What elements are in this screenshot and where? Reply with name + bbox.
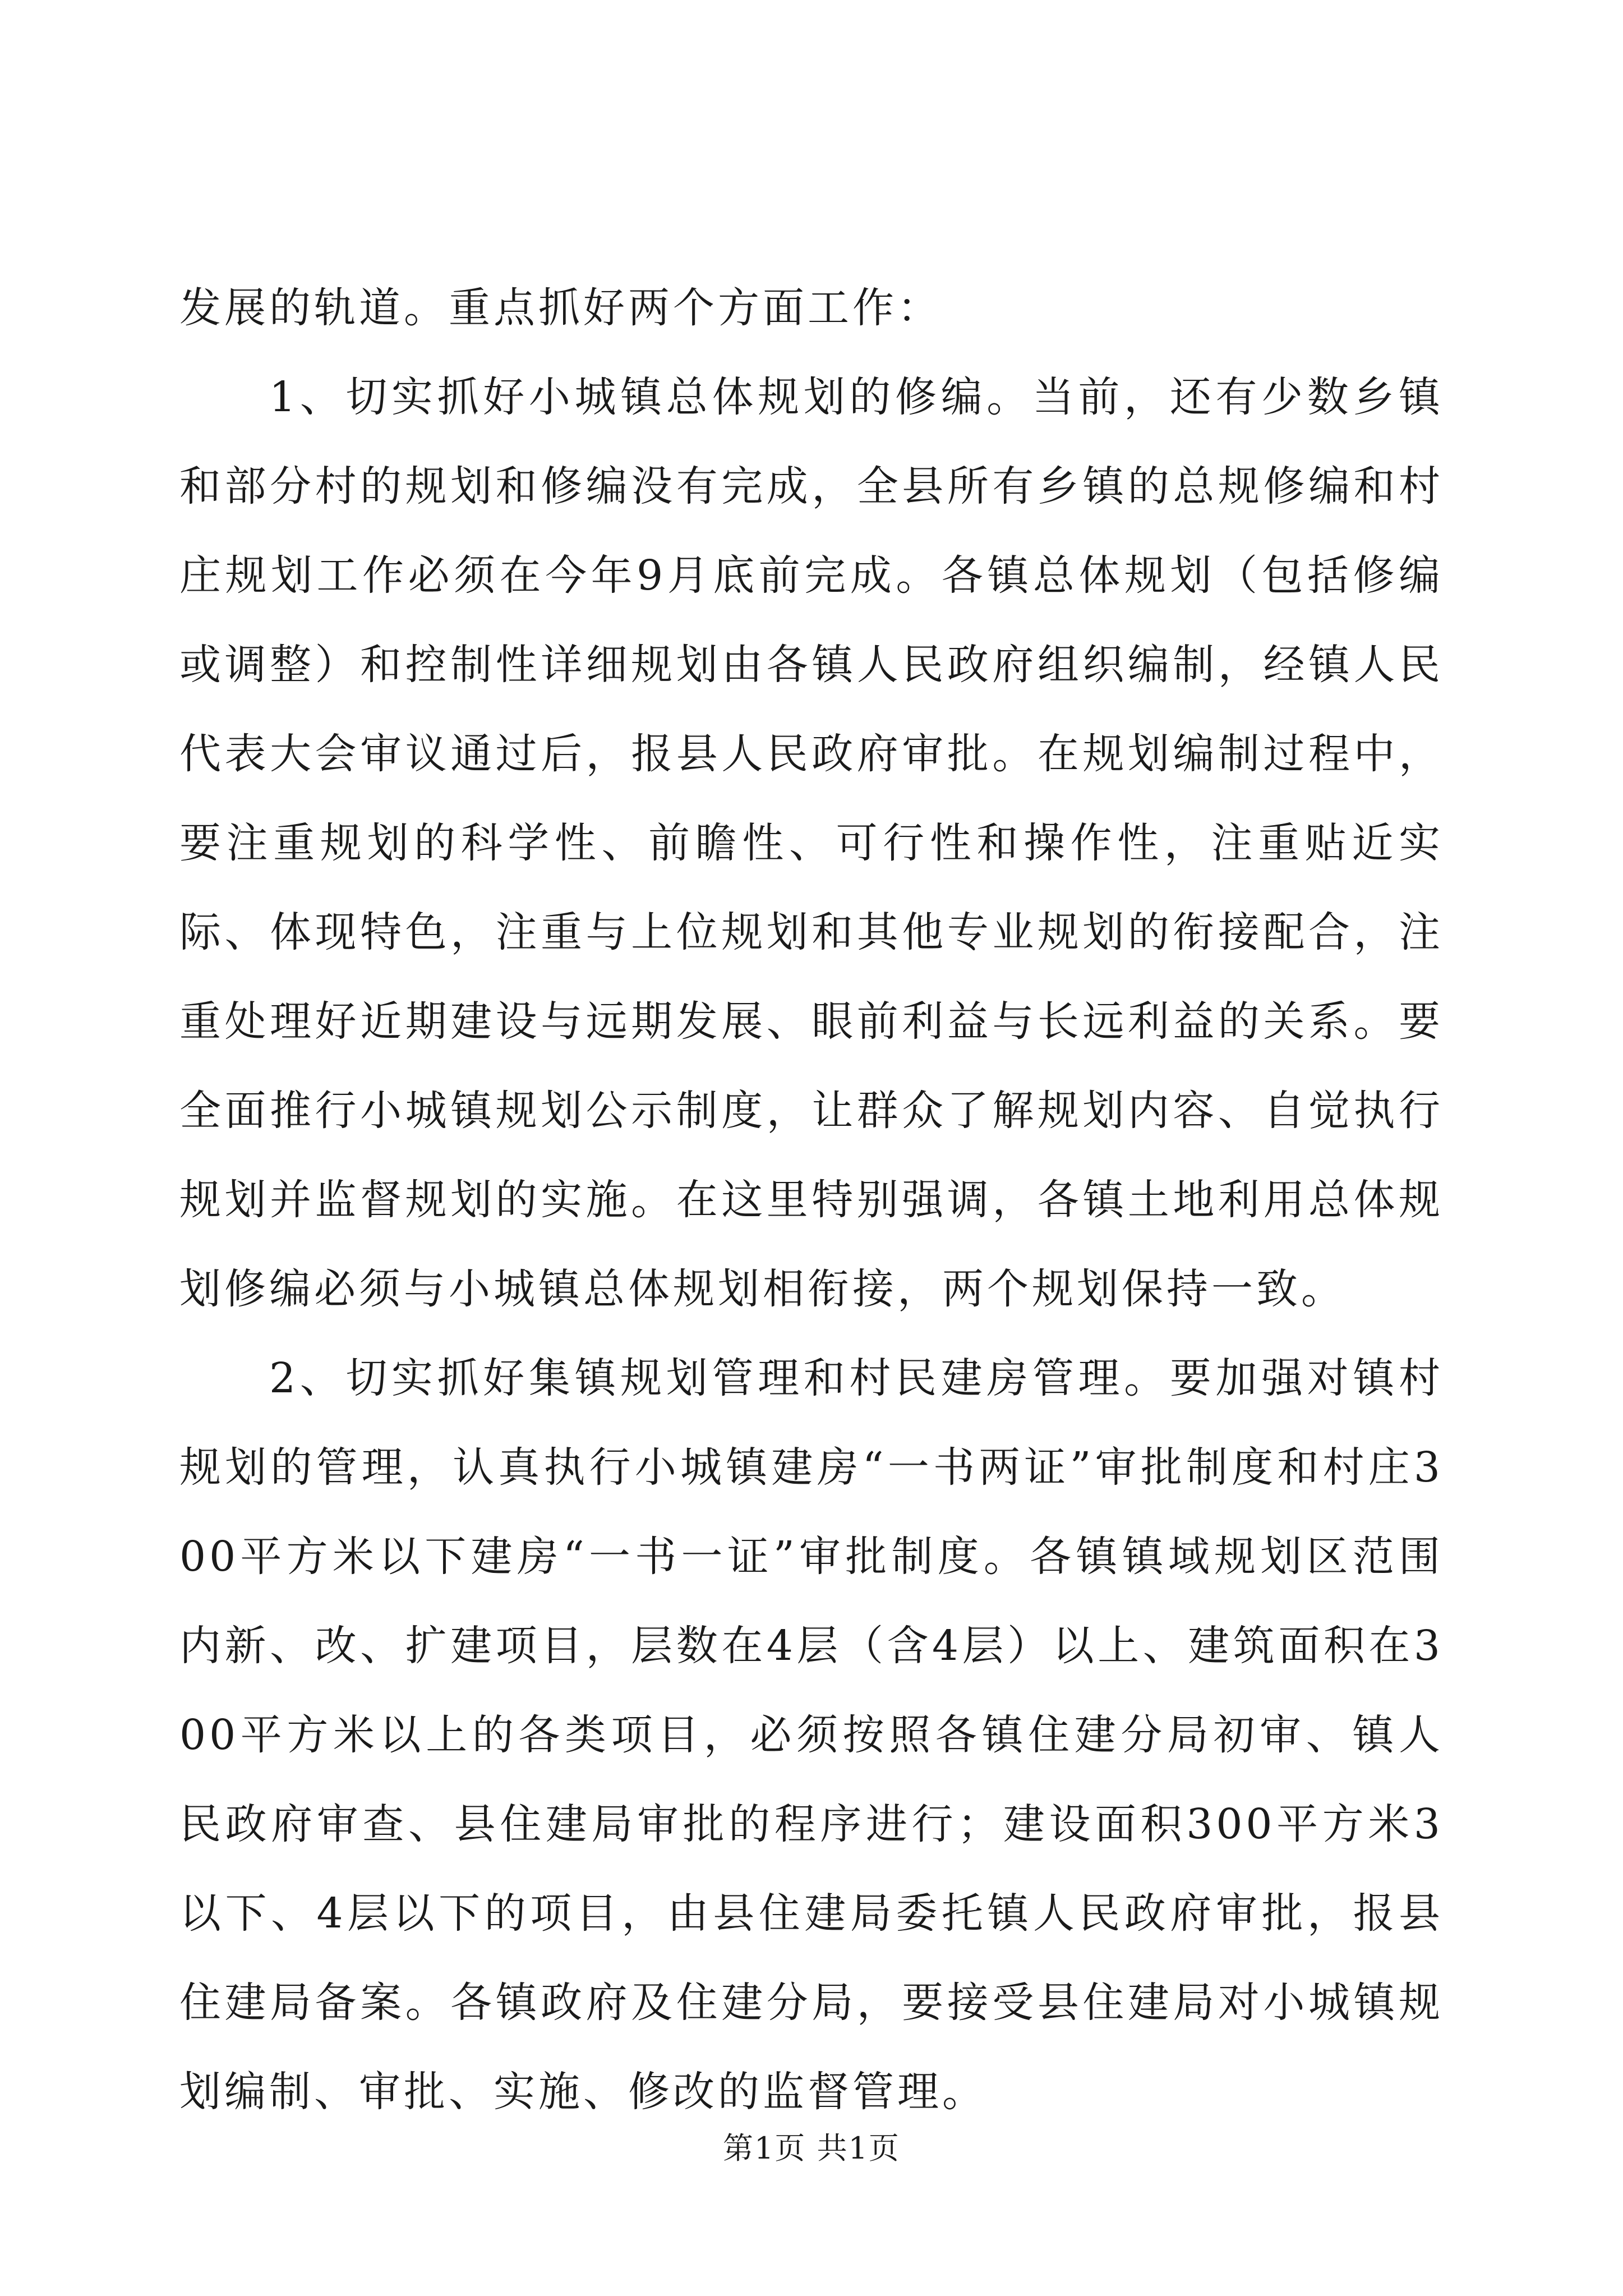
paragraph-item-2: 2、切实抓好集镇规划管理和村民建房管理。要加强对镇村规划的管理，认真执行小城镇建房“一书两证”审批制度和村庄300平方米以下建房“一书一证”审批制度。各镇镇域规划区范围内新、改、扩建项目，层数在4层（含4层）以上、建筑面积在300平方米以上的各类项目，必须按照各镇住建分局初审、镇人民政府审查、县住建局审批的程序进行；建设面积300平方米3以下、4层以下的项目，由县住建局委托镇人民政府审批，报县住建局备案。各镇政府及住建分局，要接受县住建局对小城镇规划编制、审批、实施、修改的监督管理。 — [179, 1354, 1444, 2116]
page-footer — [0, 2129, 1623, 2168]
paragraph-item-1: 1、切实抓好小城镇总体规划的修编。当前，还有少数乡镇和部分村的规划和修编没有完成，全县所有乡镇的总规修编和村庄规划工作必须在今年9月底前完成。各镇总体规划（包括修编或调整）和控制性详细规划由各镇人民政府组织编制，经镇人民代表大会审议通过后，报县人民政府审批。在规划编制过程中，要注重规划的科学性、前瞻性、可行性和操作性，注重贴近实际、体现特色，注重与上位规划和其他专业规划的衔接配合，注重处理好近期建设与远期发展、眼前利益与长远利益的关系。要全面推行小城镇规划公示制度，让群众了解规划内容、自觉执行规划并监督规划的实施。在这里特别强调，各镇土地利用总体规划修编必须与小城镇总体规划相衔接，两个规划保持一致。 — [179, 373, 1444, 1313]
paragraph-intro: 发展的轨道。重点抓好两个方面工作： — [179, 284, 942, 332]
page-number: 第1页 共1页 — [723, 2131, 900, 2166]
document-body — [179, 264, 1444, 2137]
